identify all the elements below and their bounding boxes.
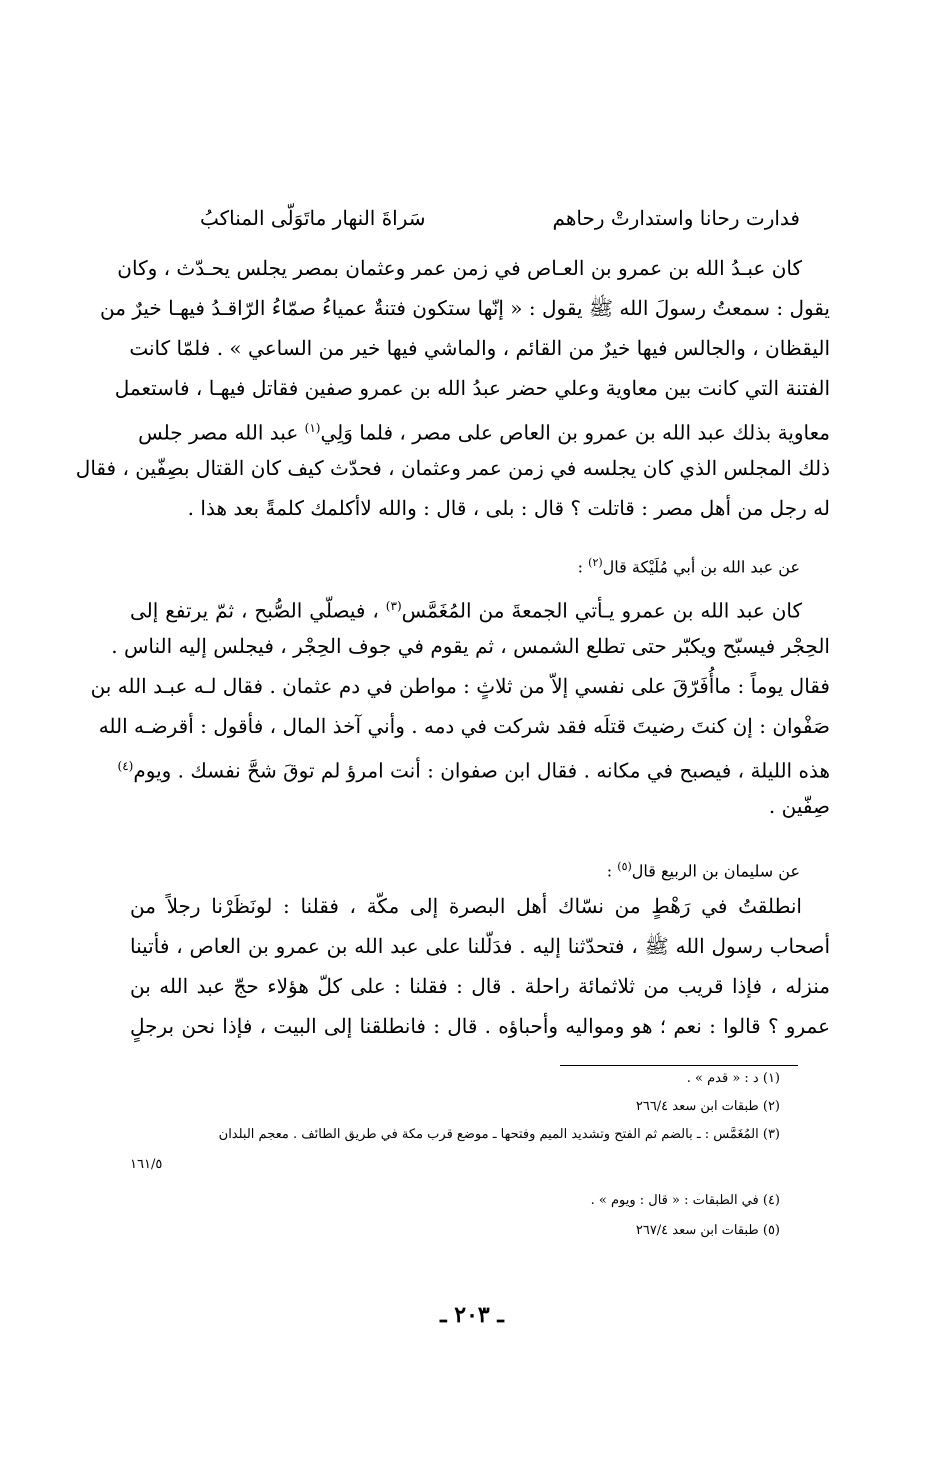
footnote-ref[interactable]: (٤) bbox=[117, 759, 134, 773]
footnote-1: (١) د : « قدم » . bbox=[686, 1071, 780, 1086]
paragraph-1 bbox=[75, 248, 830, 528]
text-line bbox=[130, 586, 830, 626]
text-line: صَفْوان : إن كنتَ رضيتَ قتلَه فقد شركت في دمه . وأني آخذ المال ، فأقول : أقرضـه الله bbox=[98, 714, 830, 738]
poem-verse bbox=[200, 198, 800, 238]
chain-heading-2 bbox=[420, 852, 800, 882]
paragraph-2 bbox=[90, 586, 830, 826]
text-line bbox=[130, 408, 830, 448]
text-line: اليقظان ، والجالس فيها خيرٌ من القائم ، والماشي فيها خير من الساعي » . فلمّا كانت bbox=[129, 336, 830, 360]
footnote-3: (٣) المُغَمَّس : ـ بالضم ثم الفتح وتشديد الميم وفتحها ـ موضع قرب مكة في طريق الطائف . معجم البلدان bbox=[218, 1127, 780, 1142]
heading-tail: : bbox=[606, 861, 618, 881]
page-number: ـ ٢٠٣ ـ bbox=[440, 1302, 504, 1328]
heading-text: عن عبد الله بن أبي مُلَيْكة قال bbox=[602, 557, 800, 577]
text-line: منزله ، فإذا قريب من ثلاثمائة راحلة . قال : فقلنا : على كلّ هؤلاء حجّ عبد الله بن bbox=[130, 974, 830, 998]
heading-text: عن سليمان بن الربيع قال bbox=[631, 861, 800, 881]
footnote-ref[interactable]: (٢) bbox=[588, 556, 603, 569]
text-line: كان عبـدُ الله بن عمرو بن العـاص في زمن عمر وعثمان بمصر يجلس يحـدّث ، وكان bbox=[117, 256, 802, 280]
footnote-divider bbox=[560, 1065, 798, 1066]
text-line: صِفّين . bbox=[768, 794, 830, 818]
text-segment: كان عبد الله بن عمرو يـأتي الجمعةَ من المُغَمَّس bbox=[401, 598, 802, 623]
heading-tail: : bbox=[577, 557, 589, 577]
text-line: عمرو ؟ قالوا : نعم ؛ هو ومواليه وأحباؤه . قال : فانطلقنا إلى البيت ، فإذا نحن برجلٍ bbox=[130, 1014, 830, 1038]
text-line: انطلقتُ في رَهْطٍ من نسّاك أهل البصرة إلى مكّة ، فقلنا : لونَظَرْنا رجلاً من bbox=[130, 894, 802, 918]
text-line: له رجل من أهل مصر : قاتلت ؟ قال : بلى ، قال : والله لاأكلمك كلمةً بعد هذا . bbox=[187, 496, 830, 520]
chain-heading-1 bbox=[420, 548, 800, 578]
footnote-4: (٤) في الطبقات : « قال : ويوم » . bbox=[590, 1193, 780, 1208]
text-line: أصحاب رسول الله ﷺ ، فتحدّثنا إليه . فدَلّلنا على عبد الله بن عمرو بن العاص ، فأتينا bbox=[130, 934, 830, 958]
text-line: فقال يوماً : ماأُفَرّقَ على نفسي إلاّ من ثلاثٍ : مواطن في دم عثمان . فقال لـه عبـد الله بن bbox=[90, 674, 830, 698]
footnote-ref[interactable]: (٥) bbox=[617, 860, 632, 873]
paragraph-3 bbox=[130, 886, 830, 1046]
text-segment: عبد الله مصر جلس bbox=[138, 420, 305, 445]
footnote-5: (٥) طبقات ابن سعد ٢٦٧/٤ bbox=[635, 1223, 780, 1238]
text-segment: ، فيصلّي الصُّبح ، ثمّ يرتفع إلى bbox=[130, 598, 386, 623]
text-line: يقول : سمعتُ رسولَ الله ﷺ يقول : « إنّها ستكون فتنةٌ عمياءُ صمّاءُ الرّاقـدُ فيهـا خيرٌ من bbox=[100, 296, 830, 320]
text-line: الحِجْر فيسبّح ويكبّر حتى تطلع الشمس ، ثم يقوم في جوف الحِجْر ، فيجلس إليه الناس . bbox=[111, 634, 830, 658]
footnote-ref[interactable]: (٣) bbox=[385, 599, 402, 613]
footnote-3-continued: ١٦١/٥ bbox=[130, 1157, 163, 1172]
footnote-ref[interactable]: (١) bbox=[304, 421, 321, 435]
verse-hemistich-left: سَراةَ النهار ماتَوَلّى المناكبُ bbox=[200, 206, 426, 230]
text-segment: هذه الليلة ، فيصبح في مكانه . فقال ابن صفوان : أنت امرؤ لم توقَ شحَّ نفسك . ويوم bbox=[133, 758, 830, 783]
footnote-2: (٢) طبقات ابن سعد ٢٦٦/٤ bbox=[635, 1099, 780, 1114]
text-line: ذلك المجلس الذي كان يجلسه في زمن عمر وعثمان ، فحدّث كيف كان القتال بصِفّين ، فقال bbox=[75, 456, 830, 480]
text-segment: معاوية بذلك عبد الله بن عمرو بن العاص على مصر ، فلما وَلِي bbox=[320, 420, 830, 445]
text-line: الفتنة التي كانت بين معاوية وعلي حضر عبدُ الله بن عمرو صفين فقاتل فيهـا ، فاستعمل bbox=[114, 376, 830, 400]
text-line bbox=[117, 746, 830, 786]
verse-hemistich-right: فدارت رحانا واستدارتْ رحاهم bbox=[552, 206, 800, 230]
